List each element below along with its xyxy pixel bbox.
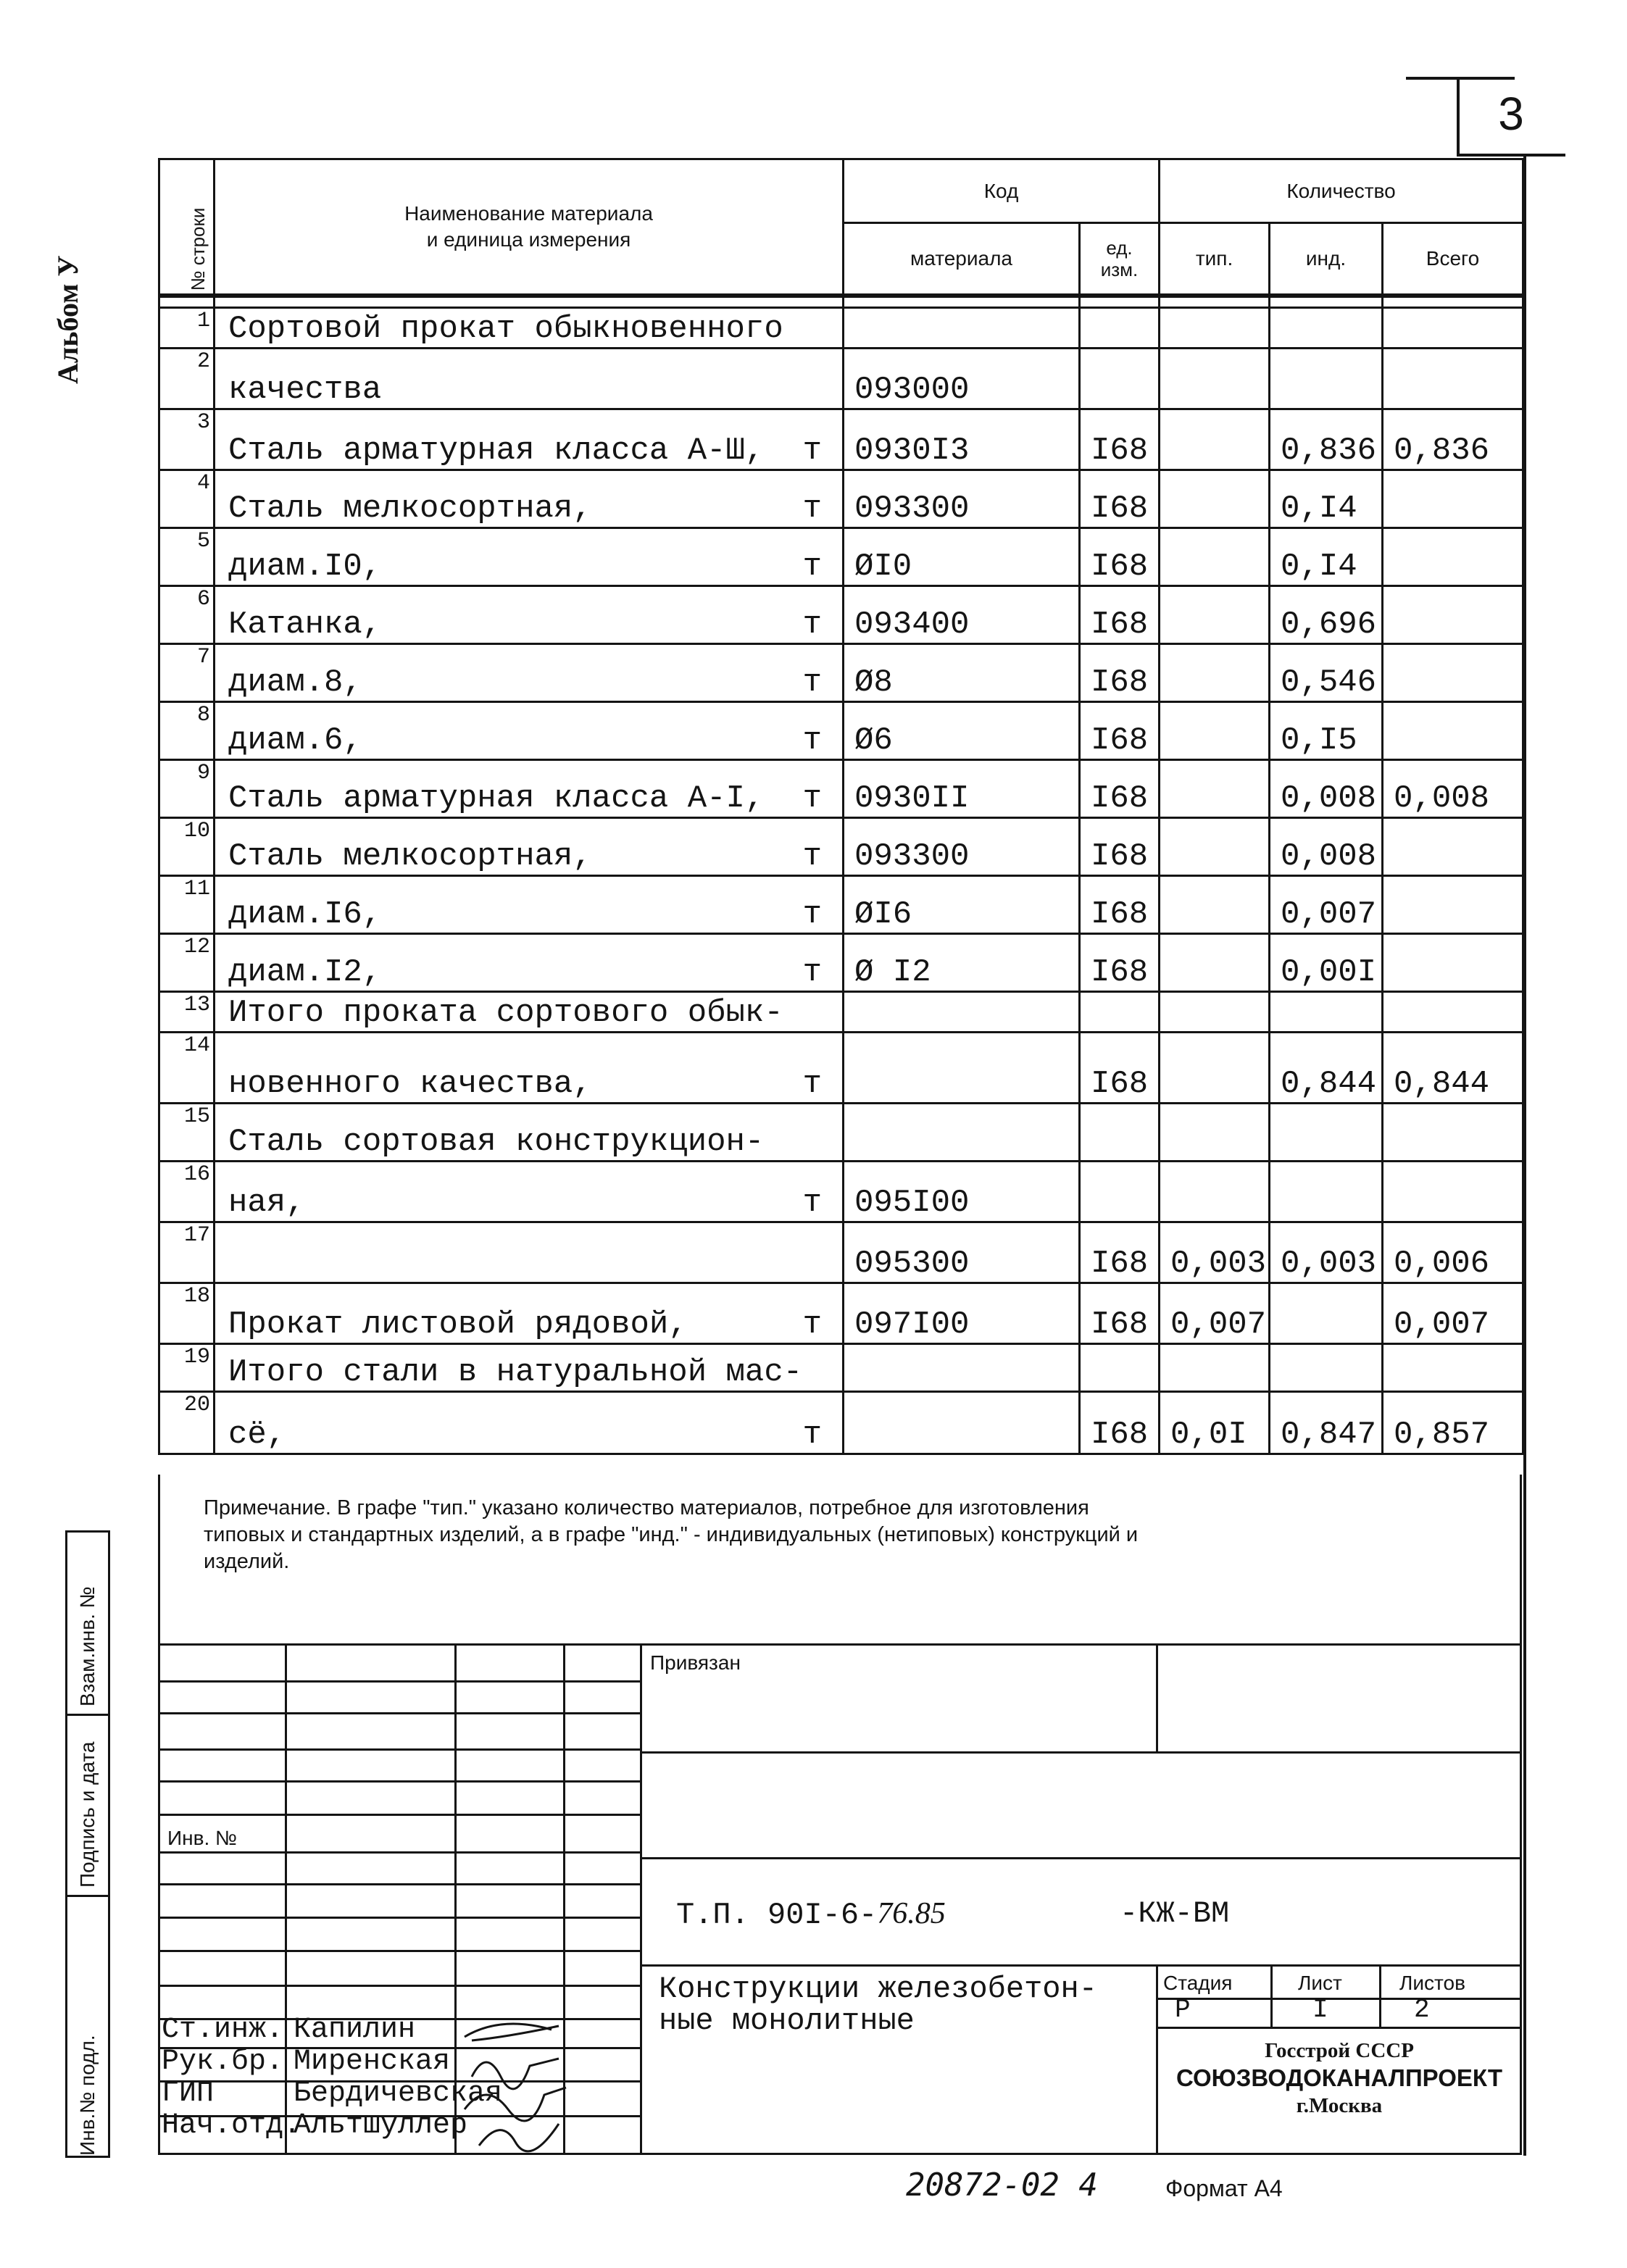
qty-typ — [1160, 701, 1270, 759]
qty-total — [1383, 875, 1523, 933]
unit-label: т — [802, 1065, 822, 1102]
qty-typ: 0,007 — [1160, 1283, 1270, 1343]
material-name — [215, 875, 844, 933]
header-quantity: Количество — [1160, 159, 1523, 223]
unit-code — [1080, 1343, 1160, 1391]
material-code: ØI6 — [844, 875, 1080, 933]
label-podpis: Подпись и дата — [76, 1741, 99, 1888]
qty-total — [1383, 1343, 1523, 1391]
row-number: 6 — [159, 585, 215, 643]
qty-total: 0,844 — [1383, 1032, 1523, 1103]
unit-code: I68 — [1080, 1283, 1160, 1343]
label-vzam: Взам.инв. № — [76, 1586, 99, 1706]
unit-code: I68 — [1080, 933, 1160, 991]
unit-label: т — [802, 548, 822, 585]
qty-ind: 0,844 — [1270, 1032, 1383, 1103]
material-code: 093400 — [844, 585, 1080, 643]
row-number: 8 — [159, 701, 215, 759]
qty-total: 0,006 — [1383, 1222, 1523, 1283]
material-name-text: диам.I6, — [228, 896, 382, 933]
material-name-text: Сталь арматурная класса А-I, — [228, 780, 765, 817]
material-name — [215, 759, 844, 817]
qty-total — [1383, 817, 1523, 875]
table-row — [159, 1343, 1523, 1391]
unit-label: т — [802, 664, 822, 701]
row-number: 4 — [159, 470, 215, 528]
material-name — [215, 470, 844, 528]
material-name — [215, 307, 844, 348]
unit-label: т — [802, 780, 822, 817]
unit-code: I68 — [1080, 409, 1160, 470]
unit-code: I68 — [1080, 643, 1160, 701]
material-name-text: диам.I2, — [228, 954, 382, 991]
material-name-text: Итого стали в натуральной мас- — [228, 1354, 803, 1391]
person-name: Бердичевская — [294, 2077, 503, 2110]
table-row — [159, 585, 1523, 643]
qty-ind — [1270, 1283, 1383, 1343]
qty-typ — [1160, 1343, 1270, 1391]
material-name-text: диам.I0, — [228, 548, 382, 585]
qty-ind: 0,008 — [1270, 817, 1383, 875]
stage-label: Стадия — [1163, 1972, 1233, 1994]
table-row — [159, 470, 1523, 528]
qty-total — [1383, 585, 1523, 643]
qty-ind: 0,836 — [1270, 409, 1383, 470]
table-row — [159, 817, 1523, 875]
unit-code: I68 — [1080, 1391, 1160, 1454]
material-name-text: Итого проката сортового обык- — [228, 994, 783, 1031]
qty-typ — [1160, 1161, 1270, 1222]
qty-typ — [1160, 1032, 1270, 1103]
material-code: 097I00 — [844, 1283, 1080, 1343]
privyazan-label: Привязан — [650, 1651, 741, 1674]
qty-total — [1383, 643, 1523, 701]
qty-typ — [1160, 759, 1270, 817]
note: Примечание. В графе "тип." указано количество материалов, потребное для изготовления типовых и стандартных изделий, а в графе "инд." - индивидуальных (нетиповых) конструкций и изделий. — [158, 1475, 1522, 1646]
sheet-label: Лист — [1298, 1972, 1342, 1994]
material-code: 095I00 — [844, 1161, 1080, 1222]
person-role: Рук.бр. — [162, 2046, 284, 2078]
material-code: 0930I3 — [844, 409, 1080, 470]
qty-total: 0,008 — [1383, 759, 1523, 817]
row-number: 3 — [159, 409, 215, 470]
qty-total — [1383, 528, 1523, 585]
person-name: Альтшуллер — [294, 2109, 468, 2142]
qty-typ: 0,0I — [1160, 1391, 1270, 1454]
row-number: 7 — [159, 643, 215, 701]
header-name: Наименование материала и единица измерения — [215, 159, 844, 296]
row-number: 1 — [159, 307, 215, 348]
table-row — [159, 1222, 1523, 1283]
qty-ind — [1270, 991, 1383, 1032]
table-row — [159, 991, 1523, 1032]
material-name-text: Сталь арматурная класса А-Ш, — [228, 432, 765, 469]
unit-code: I68 — [1080, 1222, 1160, 1283]
unit-label: т — [802, 490, 822, 527]
person-role: Ст.инж. — [162, 2014, 284, 2046]
signatures — [457, 2008, 573, 2153]
qty-total — [1383, 933, 1523, 991]
doc-suffix: -КЖ-ВМ — [1120, 1896, 1230, 1931]
unit-code — [1080, 1161, 1160, 1222]
unit-code — [1080, 348, 1160, 409]
person-role: Нач.отд. — [162, 2109, 301, 2142]
header-row-no: № строки — [159, 159, 215, 296]
header-ind: инд. — [1270, 223, 1383, 296]
material-name — [215, 1161, 844, 1222]
material-name-text: ная, — [228, 1184, 305, 1221]
material-name — [215, 585, 844, 643]
material-name-text: Прокат листовой рядовой, — [228, 1306, 688, 1343]
material-code — [844, 1103, 1080, 1161]
table-row — [159, 348, 1523, 409]
qty-ind — [1270, 1103, 1383, 1161]
qty-ind — [1270, 1343, 1383, 1391]
sheet-number: 3 — [1498, 88, 1524, 140]
material-name — [215, 701, 844, 759]
material-name — [215, 817, 844, 875]
material-name — [215, 1032, 844, 1103]
header-spacer — [159, 296, 1523, 307]
qty-total — [1383, 348, 1523, 409]
table-row — [159, 701, 1523, 759]
qty-typ — [1160, 348, 1270, 409]
unit-label: т — [802, 722, 822, 759]
qty-typ — [1160, 991, 1270, 1032]
qty-total: 0,857 — [1383, 1391, 1523, 1454]
header-material: материала — [844, 223, 1080, 296]
material-name — [215, 643, 844, 701]
row-number: 17 — [159, 1222, 215, 1283]
header-unit: ед. изм. — [1080, 223, 1160, 296]
unit-label: т — [802, 432, 822, 469]
row-number: 9 — [159, 759, 215, 817]
material-code: Ø8 — [844, 643, 1080, 701]
material-name — [215, 933, 844, 991]
qty-typ — [1160, 528, 1270, 585]
table-row — [159, 875, 1523, 933]
row-number: 20 — [159, 1391, 215, 1454]
inv-no-label: Инв. № — [167, 1827, 238, 1849]
material-name — [215, 528, 844, 585]
material-code — [844, 1343, 1080, 1391]
person-name: Капилин — [294, 2014, 416, 2046]
person-name: Миренская — [294, 2046, 451, 2078]
qty-typ — [1160, 1103, 1270, 1161]
material-name-text: диам.8, — [228, 664, 362, 701]
material-code: Ø I2 — [844, 933, 1080, 991]
qty-ind — [1270, 1161, 1383, 1222]
material-code: 095300 — [844, 1222, 1080, 1283]
unit-label: т — [802, 606, 822, 643]
label-inv-podl: Инв.№ подл. — [76, 2035, 99, 2156]
qty-total — [1383, 470, 1523, 528]
unit-code: I68 — [1080, 1032, 1160, 1103]
materials-table — [158, 158, 1524, 1455]
title-block — [158, 1643, 1522, 2155]
qty-typ — [1160, 643, 1270, 701]
table-row — [159, 528, 1523, 585]
doc-title: Конструкции железобетон- ные монолитные — [659, 1972, 1097, 2038]
footer-doc-number: 20872-02 4 — [906, 2167, 1098, 2204]
table-row — [159, 933, 1523, 991]
qty-typ — [1160, 470, 1270, 528]
material-name-text: Сталь сортовая конструкцион- — [228, 1123, 765, 1160]
qty-typ: 0,003 — [1160, 1222, 1270, 1283]
sheets-value: 2 — [1414, 1995, 1430, 2025]
material-code: 093300 — [844, 817, 1080, 875]
table-row — [159, 1391, 1523, 1454]
qty-total — [1383, 1161, 1523, 1222]
qty-total — [1383, 1103, 1523, 1161]
material-code — [844, 991, 1080, 1032]
unit-code — [1080, 1103, 1160, 1161]
qty-ind: 0,003 — [1270, 1222, 1383, 1283]
sheets-label: Листов — [1399, 1972, 1465, 1994]
row-number: 18 — [159, 1283, 215, 1343]
unit-label: т — [802, 896, 822, 933]
material-name-text: Катанка, — [228, 606, 382, 643]
unit-code: I68 — [1080, 470, 1160, 528]
unit-label: т — [802, 838, 822, 875]
qty-total — [1383, 991, 1523, 1032]
material-name-text: диам.6, — [228, 722, 362, 759]
row-number: 19 — [159, 1343, 215, 1391]
material-name — [215, 348, 844, 409]
unit-code: I68 — [1080, 817, 1160, 875]
material-code: 093300 — [844, 470, 1080, 528]
table-row — [159, 1032, 1523, 1103]
material-name — [215, 1222, 844, 1283]
qty-typ — [1160, 875, 1270, 933]
row-number: 15 — [159, 1103, 215, 1161]
qty-typ — [1160, 933, 1270, 991]
header-total: Всего — [1383, 223, 1523, 296]
table-row — [159, 1103, 1523, 1161]
side-strip — [65, 1530, 110, 2158]
row-number: 14 — [159, 1032, 215, 1103]
unit-code: I68 — [1080, 585, 1160, 643]
unit-label: т — [802, 1184, 822, 1221]
unit-label: т — [802, 1306, 822, 1343]
qty-ind: 0,847 — [1270, 1391, 1383, 1454]
row-number: 13 — [159, 991, 215, 1032]
material-name-text: качества — [228, 371, 382, 408]
material-name-text: сё, — [228, 1416, 286, 1453]
qty-ind: 0,00I — [1270, 933, 1383, 991]
material-code — [844, 1032, 1080, 1103]
material-name — [215, 409, 844, 470]
unit-code — [1080, 307, 1160, 348]
material-name — [215, 1391, 844, 1454]
unit-label: т — [802, 954, 822, 991]
material-name — [215, 991, 844, 1032]
qty-ind: 0,I4 — [1270, 470, 1383, 528]
person-role: ГИП — [162, 2077, 215, 2110]
qty-ind: 0,546 — [1270, 643, 1383, 701]
table-row — [159, 759, 1523, 817]
material-name-text: новенного качества, — [228, 1065, 592, 1102]
footer-format: Формат А4 — [1165, 2175, 1283, 2201]
header-typ: тип. — [1160, 223, 1270, 296]
unit-code: I68 — [1080, 528, 1160, 585]
qty-ind — [1270, 348, 1383, 409]
qty-ind: 0,007 — [1270, 875, 1383, 933]
stage-value: Р — [1175, 1995, 1191, 2025]
row-number: 12 — [159, 933, 215, 991]
organization: Госстрой СССР СОЮЗВОДОКАНАЛПРОЕКТ г.Москва — [1175, 2039, 1503, 2117]
material-name-text: Сталь мелкосортная, — [228, 838, 592, 875]
qty-total: 0,836 — [1383, 409, 1523, 470]
row-number: 2 — [159, 348, 215, 409]
table-row — [159, 307, 1523, 348]
sheet-value: I — [1312, 1995, 1328, 2025]
qty-typ — [1160, 585, 1270, 643]
unit-code: I68 — [1080, 875, 1160, 933]
qty-typ — [1160, 409, 1270, 470]
unit-code: I68 — [1080, 701, 1160, 759]
qty-typ — [1160, 307, 1270, 348]
row-number: 11 — [159, 875, 215, 933]
qty-typ — [1160, 817, 1270, 875]
table-row — [159, 643, 1523, 701]
qty-total — [1383, 701, 1523, 759]
row-number: 5 — [159, 528, 215, 585]
qty-total: 0,007 — [1383, 1283, 1523, 1343]
unit-code — [1080, 991, 1160, 1032]
doc-code: Т.П. 90I-6-76.85 — [676, 1897, 946, 1933]
material-name — [215, 1283, 844, 1343]
material-name-text: Сортовой прокат обыкновенного — [228, 310, 783, 347]
qty-ind: 0,696 — [1270, 585, 1383, 643]
qty-ind: 0,008 — [1270, 759, 1383, 817]
material-name — [215, 1103, 844, 1161]
unit-code: I68 — [1080, 759, 1160, 817]
row-number: 10 — [159, 817, 215, 875]
qty-ind: 0,I5 — [1270, 701, 1383, 759]
table-row — [159, 1161, 1523, 1222]
material-code: Ø6 — [844, 701, 1080, 759]
material-code: 0930II — [844, 759, 1080, 817]
material-code: 093000 — [844, 348, 1080, 409]
material-code — [844, 1391, 1080, 1454]
qty-total — [1383, 307, 1523, 348]
header-code: Код — [844, 159, 1160, 223]
unit-label: т — [802, 1416, 822, 1453]
material-code — [844, 307, 1080, 348]
table-row — [159, 409, 1523, 470]
material-name — [215, 1343, 844, 1391]
qty-ind: 0,I4 — [1270, 528, 1383, 585]
qty-ind — [1270, 307, 1383, 348]
material-name-text: Сталь мелкосортная, — [228, 490, 592, 527]
table-row — [159, 1283, 1523, 1343]
row-number: 16 — [159, 1161, 215, 1222]
material-code: ØI0 — [844, 528, 1080, 585]
